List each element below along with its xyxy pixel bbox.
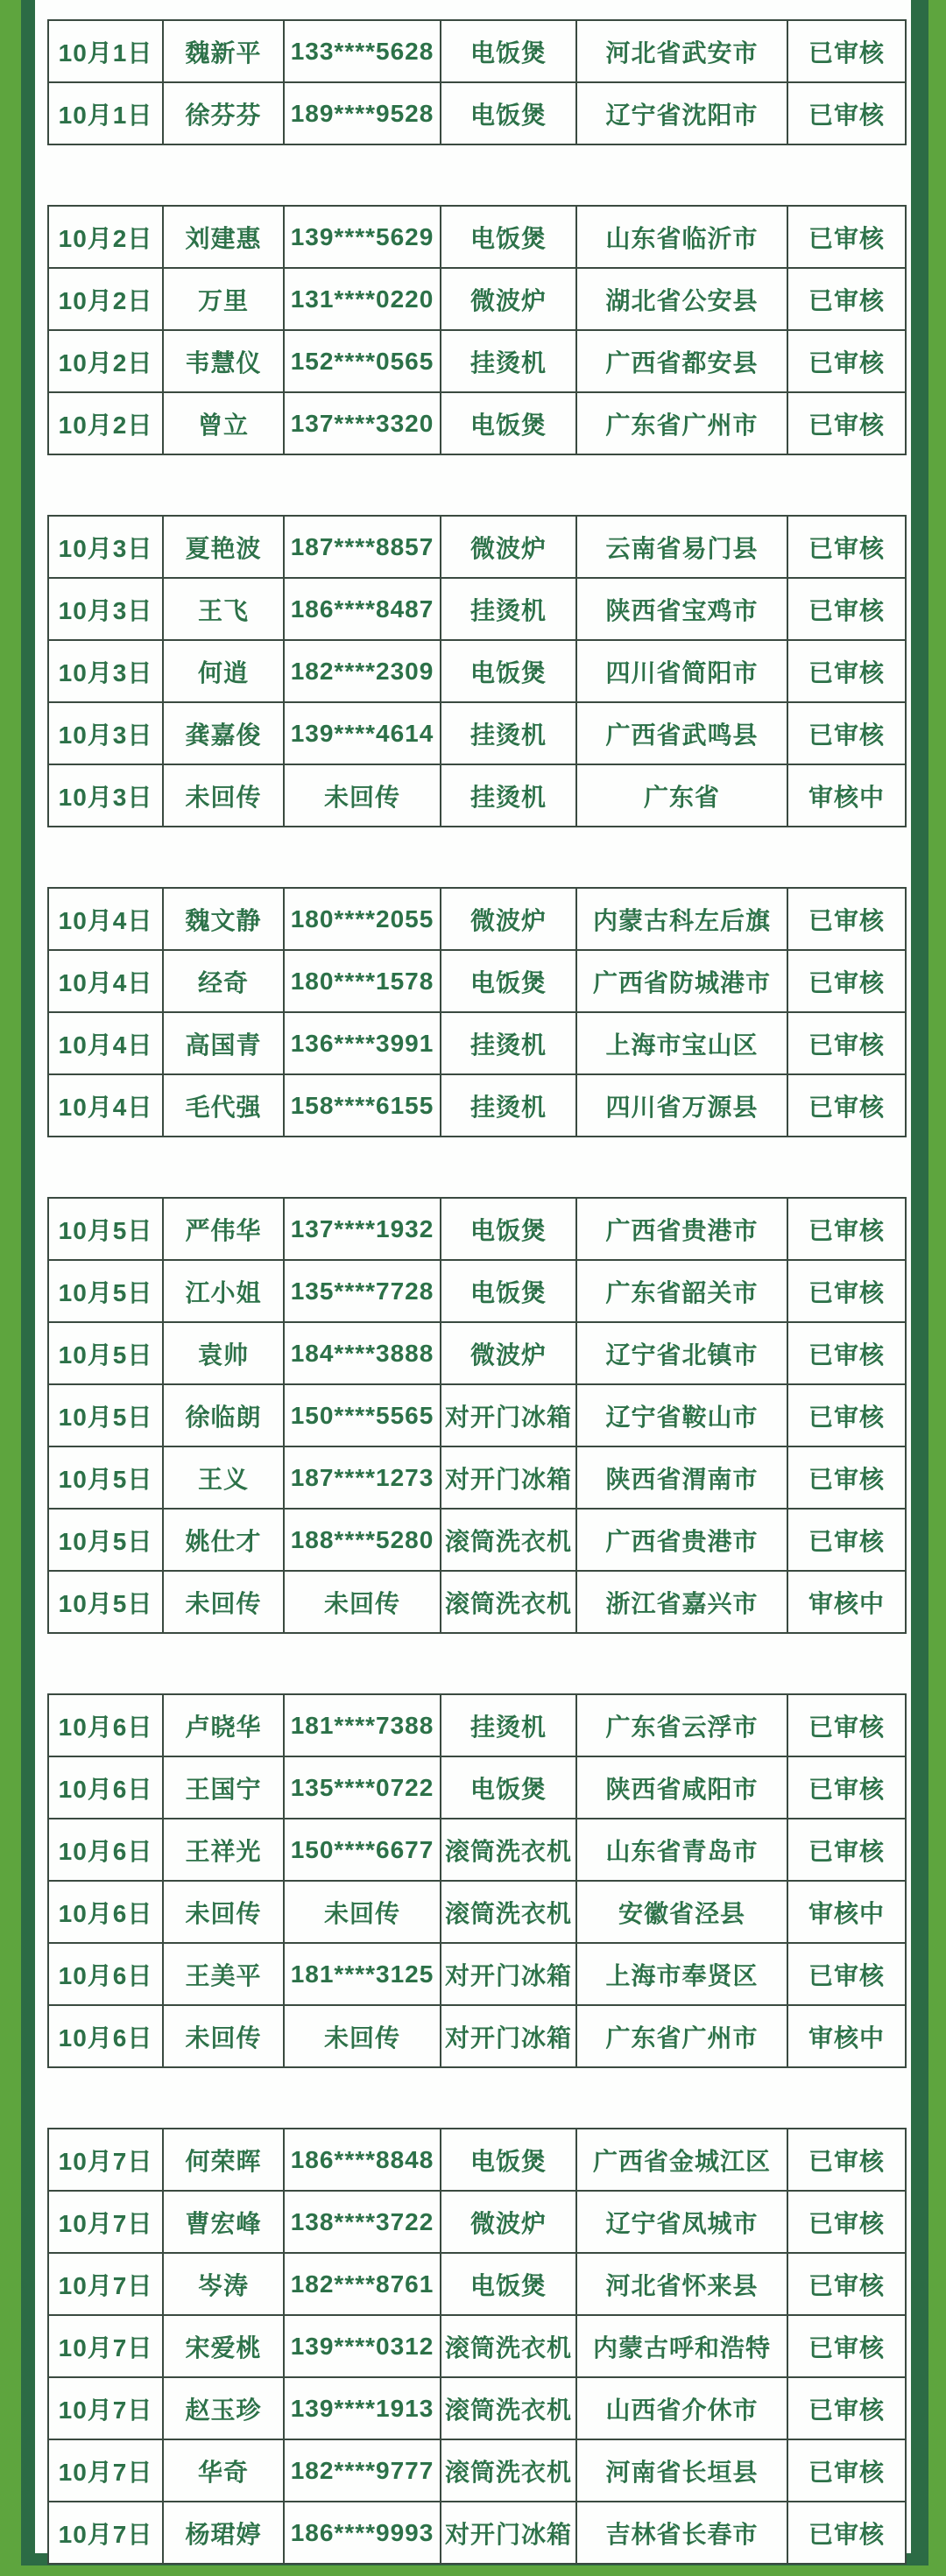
- cell-name: 夏艳波: [163, 516, 284, 578]
- table-row: [48, 578, 906, 640]
- cell-date: 10月7日: [48, 2253, 163, 2315]
- cell-prize: 挂烫机: [441, 764, 576, 827]
- cell-name: 华奇: [163, 2439, 284, 2502]
- cell-region: 广西省贵港市: [576, 1198, 787, 1260]
- cell-prize: 滚筒洗衣机: [441, 1571, 576, 1633]
- table-row: [48, 2129, 906, 2191]
- table-row: [48, 1819, 906, 1881]
- cell-prize: 滚筒洗衣机: [441, 2439, 576, 2502]
- winners-table-group-1: [47, 19, 907, 145]
- cell-prize: 对开门冰箱: [441, 1446, 576, 1509]
- cell-phone: 138****3722: [284, 2191, 441, 2253]
- table-row: [48, 764, 906, 827]
- cell-name: 江小姐: [163, 1260, 284, 1322]
- cell-date: 10月7日: [48, 2129, 163, 2191]
- cell-prize: 对开门冰箱: [441, 2005, 576, 2067]
- cell-phone: 187****1273: [284, 1446, 441, 1509]
- cell-prize: 对开门冰箱: [441, 2502, 576, 2564]
- cell-name: 王祥光: [163, 1819, 284, 1881]
- cell-phone: 未回传: [284, 2005, 441, 2067]
- table-row: [48, 268, 906, 330]
- cell-status: 已审核: [787, 950, 906, 1012]
- cell-status: 已审核: [787, 1322, 906, 1384]
- cell-date: 10月3日: [48, 578, 163, 640]
- cell-status: 已审核: [787, 392, 906, 454]
- cell-phone: 139****1913: [284, 2377, 441, 2439]
- cell-region: 广东省: [576, 764, 787, 827]
- cell-phone: 150****5565: [284, 1384, 441, 1446]
- cell-region: 广西省金城江区: [576, 2129, 787, 2191]
- cell-status: 已审核: [787, 2191, 906, 2253]
- cell-status: 已审核: [787, 82, 906, 144]
- cell-region: 广西省防城港市: [576, 950, 787, 1012]
- cell-date: 10月6日: [48, 1881, 163, 1943]
- cell-region: 四川省万源县: [576, 1074, 787, 1137]
- cell-name: 曹宏峰: [163, 2191, 284, 2253]
- cell-phone: 180****1578: [284, 950, 441, 1012]
- cell-phone: 182****8761: [284, 2253, 441, 2315]
- cell-date: 10月5日: [48, 1260, 163, 1322]
- cell-name: 魏文静: [163, 888, 284, 950]
- cell-phone: 186****8487: [284, 578, 441, 640]
- cell-region: 陕西省宝鸡市: [576, 578, 787, 640]
- cell-name: 未回传: [163, 2005, 284, 2067]
- cell-date: 10月4日: [48, 888, 163, 950]
- cell-name: 严伟华: [163, 1198, 284, 1260]
- cell-phone: 135****0722: [284, 1756, 441, 1819]
- cell-name: 毛代强: [163, 1074, 284, 1137]
- cell-phone: 182****2309: [284, 640, 441, 702]
- cell-status: 审核中: [787, 764, 906, 827]
- cell-date: 10月3日: [48, 764, 163, 827]
- cell-phone: 186****8848: [284, 2129, 441, 2191]
- cell-prize: 挂烫机: [441, 1012, 576, 1074]
- cell-date: 10月5日: [48, 1322, 163, 1384]
- table-row: [48, 2191, 906, 2253]
- cell-name: 万里: [163, 268, 284, 330]
- table-row: [48, 1260, 906, 1322]
- cell-date: 10月5日: [48, 1198, 163, 1260]
- cell-phone: 187****8857: [284, 516, 441, 578]
- cell-region: 广东省广州市: [576, 2005, 787, 2067]
- cell-prize: 电饭煲: [441, 392, 576, 454]
- cell-status: 已审核: [787, 1446, 906, 1509]
- cell-date: 10月3日: [48, 640, 163, 702]
- cell-date: 10月7日: [48, 2439, 163, 2502]
- cell-date: 10月5日: [48, 1509, 163, 1571]
- cell-date: 10月7日: [48, 2191, 163, 2253]
- cell-phone: 未回传: [284, 1881, 441, 1943]
- cell-prize: 滚筒洗衣机: [441, 2315, 576, 2377]
- cell-region: 浙江省嘉兴市: [576, 1571, 787, 1633]
- cell-name: 杨珺婷: [163, 2502, 284, 2564]
- table-row: [48, 1012, 906, 1074]
- cell-date: 10月2日: [48, 392, 163, 454]
- cell-name: 未回传: [163, 1881, 284, 1943]
- cell-region: 广东省韶关市: [576, 1260, 787, 1322]
- cell-region: 辽宁省鞍山市: [576, 1384, 787, 1446]
- table-row: [48, 20, 906, 82]
- cell-status: 已审核: [787, 702, 906, 764]
- cell-region: 陕西省咸阳市: [576, 1756, 787, 1819]
- cell-phone: 158****6155: [284, 1074, 441, 1137]
- cell-phone: 189****9528: [284, 82, 441, 144]
- cell-status: 已审核: [787, 2439, 906, 2502]
- cell-name: 姚仕才: [163, 1509, 284, 1571]
- cell-prize: 电饭煲: [441, 640, 576, 702]
- cell-name: 袁帅: [163, 1322, 284, 1384]
- cell-name: 经奇: [163, 950, 284, 1012]
- cell-name: 岑涛: [163, 2253, 284, 2315]
- cell-prize: 电饭煲: [441, 1756, 576, 1819]
- cell-status: 已审核: [787, 1509, 906, 1571]
- cell-prize: 挂烫机: [441, 578, 576, 640]
- cell-status: 已审核: [787, 640, 906, 702]
- cell-date: 10月6日: [48, 1819, 163, 1881]
- cell-status: 审核中: [787, 2005, 906, 2067]
- cell-prize: 微波炉: [441, 1322, 576, 1384]
- cell-phone: 152****0565: [284, 330, 441, 392]
- cell-region: 河北省武安市: [576, 20, 787, 82]
- cell-name: 龚嘉俊: [163, 702, 284, 764]
- cell-name: 宋爱桃: [163, 2315, 284, 2377]
- winners-tables-container: [35, 0, 911, 2565]
- cell-phone: 139****5629: [284, 206, 441, 268]
- cell-prize: 微波炉: [441, 888, 576, 950]
- cell-date: 10月5日: [48, 1571, 163, 1633]
- cell-phone: 136****3991: [284, 1012, 441, 1074]
- table-row: [48, 1694, 906, 1756]
- cell-status: 审核中: [787, 1571, 906, 1633]
- cell-date: 10月4日: [48, 1012, 163, 1074]
- cell-phone: 131****0220: [284, 268, 441, 330]
- cell-region: 云南省易门县: [576, 516, 787, 578]
- cell-date: 10月1日: [48, 20, 163, 82]
- cell-prize: 微波炉: [441, 2191, 576, 2253]
- table-row: [48, 1509, 906, 1571]
- cell-prize: 电饭煲: [441, 1198, 576, 1260]
- cell-phone: 182****9777: [284, 2439, 441, 2502]
- cell-phone: 181****7388: [284, 1694, 441, 1756]
- cell-phone: 186****9993: [284, 2502, 441, 2564]
- cell-region: 上海市宝山区: [576, 1012, 787, 1074]
- cell-region: 内蒙古科左后旗: [576, 888, 787, 950]
- cell-name: 徐临朗: [163, 1384, 284, 1446]
- cell-region: 山东省青岛市: [576, 1819, 787, 1881]
- cell-prize: 电饭煲: [441, 2129, 576, 2191]
- cell-status: 已审核: [787, 1694, 906, 1756]
- cell-region: 山东省临沂市: [576, 206, 787, 268]
- cell-name: 王飞: [163, 578, 284, 640]
- cell-status: 已审核: [787, 1012, 906, 1074]
- cell-phone: 未回传: [284, 1571, 441, 1633]
- cell-prize: 电饭煲: [441, 206, 576, 268]
- cell-name: 王义: [163, 1446, 284, 1509]
- cell-status: 已审核: [787, 1198, 906, 1260]
- cell-date: 10月1日: [48, 82, 163, 144]
- cell-name: 高国青: [163, 1012, 284, 1074]
- cell-region: 内蒙古呼和浩特: [576, 2315, 787, 2377]
- table-row: [48, 516, 906, 578]
- cell-date: 10月4日: [48, 950, 163, 1012]
- cell-name: 未回传: [163, 764, 284, 827]
- table-row: [48, 702, 906, 764]
- cell-status: 已审核: [787, 268, 906, 330]
- cell-status: 已审核: [787, 206, 906, 268]
- table-row: [48, 950, 906, 1012]
- cell-date: 10月2日: [48, 268, 163, 330]
- cell-prize: 挂烫机: [441, 1074, 576, 1137]
- cell-phone: 135****7728: [284, 1260, 441, 1322]
- cell-name: 卢晓华: [163, 1694, 284, 1756]
- cell-date: 10月7日: [48, 2315, 163, 2377]
- cell-date: 10月6日: [48, 1943, 163, 2005]
- cell-region: 四川省简阳市: [576, 640, 787, 702]
- cell-name: 徐芬芬: [163, 82, 284, 144]
- table-row: [48, 1074, 906, 1137]
- cell-prize: 电饭煲: [441, 82, 576, 144]
- cell-name: 未回传: [163, 1571, 284, 1633]
- content-panel: [21, 0, 928, 2565]
- table-row: [48, 82, 906, 144]
- cell-region: 上海市奉贤区: [576, 1943, 787, 2005]
- cell-region: 湖北省公安县: [576, 268, 787, 330]
- cell-name: 韦慧仪: [163, 330, 284, 392]
- cell-date: 10月6日: [48, 2005, 163, 2067]
- cell-date: 10月7日: [48, 2502, 163, 2564]
- cell-prize: 挂烫机: [441, 330, 576, 392]
- cell-region: 吉林省长春市: [576, 2502, 787, 2564]
- cell-region: 广西省都安县: [576, 330, 787, 392]
- cell-region: 辽宁省凤城市: [576, 2191, 787, 2253]
- cell-date: 10月5日: [48, 1446, 163, 1509]
- winners-table-group-6: [47, 1693, 907, 2068]
- cell-date: 10月2日: [48, 330, 163, 392]
- table-row: [48, 2315, 906, 2377]
- cell-region: 广东省广州市: [576, 392, 787, 454]
- cell-region: 山西省介休市: [576, 2377, 787, 2439]
- cell-prize: 滚筒洗衣机: [441, 1819, 576, 1881]
- cell-status: 已审核: [787, 20, 906, 82]
- cell-status: 审核中: [787, 1881, 906, 1943]
- cell-region: 广东省云浮市: [576, 1694, 787, 1756]
- table-row: [48, 1446, 906, 1509]
- cell-prize: 滚筒洗衣机: [441, 1509, 576, 1571]
- table-row: [48, 1571, 906, 1633]
- cell-region: 辽宁省北镇市: [576, 1322, 787, 1384]
- cell-status: 已审核: [787, 578, 906, 640]
- cell-date: 10月6日: [48, 1756, 163, 1819]
- cell-prize: 滚筒洗衣机: [441, 1881, 576, 1943]
- cell-name: 何逍: [163, 640, 284, 702]
- cell-name: 王国宁: [163, 1756, 284, 1819]
- cell-phone: 139****0312: [284, 2315, 441, 2377]
- cell-region: 陕西省渭南市: [576, 1446, 787, 1509]
- cell-status: 已审核: [787, 2377, 906, 2439]
- table-row: [48, 888, 906, 950]
- cell-phone: 188****5280: [284, 1509, 441, 1571]
- cell-region: 河北省怀来县: [576, 2253, 787, 2315]
- cell-name: 魏新平: [163, 20, 284, 82]
- cell-phone: 184****3888: [284, 1322, 441, 1384]
- cell-date: 10月5日: [48, 1384, 163, 1446]
- cell-region: 辽宁省沈阳市: [576, 82, 787, 144]
- winners-table-group-2: [47, 205, 907, 455]
- cell-prize: 电饭煲: [441, 950, 576, 1012]
- cell-status: 已审核: [787, 1943, 906, 2005]
- cell-prize: 电饭煲: [441, 1260, 576, 1322]
- cell-status: 已审核: [787, 2315, 906, 2377]
- table-row: [48, 2377, 906, 2439]
- winners-table-group-4: [47, 887, 907, 1137]
- cell-phone: 150****6677: [284, 1819, 441, 1881]
- cell-phone: 未回传: [284, 764, 441, 827]
- cell-date: 10月4日: [48, 1074, 163, 1137]
- table-row: [48, 640, 906, 702]
- cell-status: 已审核: [787, 1074, 906, 1137]
- cell-phone: 137****1932: [284, 1198, 441, 1260]
- cell-prize: 微波炉: [441, 516, 576, 578]
- cell-phone: 180****2055: [284, 888, 441, 950]
- table-row: [48, 1943, 906, 2005]
- table-row: [48, 2253, 906, 2315]
- table-row: [48, 330, 906, 392]
- cell-name: 王美平: [163, 1943, 284, 2005]
- table-row: [48, 2005, 906, 2067]
- cell-status: 已审核: [787, 1260, 906, 1322]
- cell-status: 已审核: [787, 888, 906, 950]
- cell-prize: 对开门冰箱: [441, 1384, 576, 1446]
- cell-region: 广西省贵港市: [576, 1509, 787, 1571]
- cell-status: 已审核: [787, 1756, 906, 1819]
- cell-phone: 181****3125: [284, 1943, 441, 2005]
- cell-status: 已审核: [787, 516, 906, 578]
- table-row: [48, 1322, 906, 1384]
- winners-table-group-3: [47, 515, 907, 827]
- table-row: [48, 392, 906, 454]
- cell-region: 河南省长垣县: [576, 2439, 787, 2502]
- cell-status: 已审核: [787, 2129, 906, 2191]
- cell-prize: 挂烫机: [441, 1694, 576, 1756]
- cell-name: 赵玉珍: [163, 2377, 284, 2439]
- table-row: [48, 1881, 906, 1943]
- cell-date: 10月7日: [48, 2377, 163, 2439]
- cell-date: 10月3日: [48, 702, 163, 764]
- cell-name: 曾立: [163, 392, 284, 454]
- cell-prize: 微波炉: [441, 268, 576, 330]
- cell-prize: 电饭煲: [441, 2253, 576, 2315]
- cell-phone: 137****3320: [284, 392, 441, 454]
- cell-status: 已审核: [787, 330, 906, 392]
- cell-date: 10月6日: [48, 1694, 163, 1756]
- cell-phone: 139****4614: [284, 702, 441, 764]
- cell-phone: 133****5628: [284, 20, 441, 82]
- cell-status: 已审核: [787, 1819, 906, 1881]
- cell-name: 何荣晖: [163, 2129, 284, 2191]
- table-row: [48, 2439, 906, 2502]
- table-row: [48, 1756, 906, 1819]
- winners-table-group-7: [47, 2128, 907, 2565]
- cell-status: 已审核: [787, 1384, 906, 1446]
- table-row: [48, 1198, 906, 1260]
- cell-prize: 对开门冰箱: [441, 1943, 576, 2005]
- cell-region: 安徽省泾县: [576, 1881, 787, 1943]
- cell-status: 已审核: [787, 2253, 906, 2315]
- cell-status: 已审核: [787, 2502, 906, 2564]
- table-row: [48, 1384, 906, 1446]
- cell-prize: 滚筒洗衣机: [441, 2377, 576, 2439]
- table-row: [48, 2502, 906, 2564]
- table-row: [48, 206, 906, 268]
- cell-region: 广西省武鸣县: [576, 702, 787, 764]
- winners-table-group-5: [47, 1197, 907, 1634]
- cell-prize: 电饭煲: [441, 20, 576, 82]
- cell-date: 10月3日: [48, 516, 163, 578]
- cell-prize: 挂烫机: [441, 702, 576, 764]
- cell-name: 刘建惠: [163, 206, 284, 268]
- cell-date: 10月2日: [48, 206, 163, 268]
